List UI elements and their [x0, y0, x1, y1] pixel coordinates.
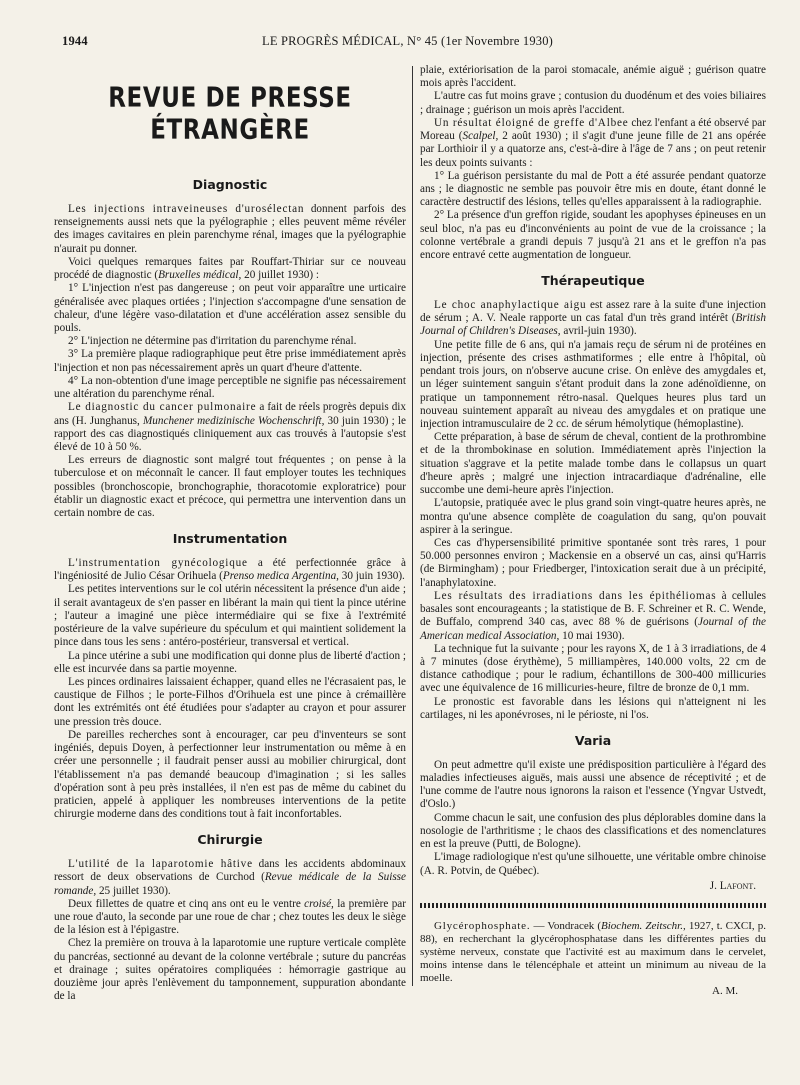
paragraph: 2° La présence d'un greffon rigide, soudant les apophyses épineuses en un seul bloc, n'a pas eu d'inconvénients au point de vue de la croissance ; la colonne vertébrale a grandi depuis 7 jusqu'à 21 ans et le greffon n'a pas encore entravé cette augmentation de longueur.: [420, 209, 766, 262]
glycerophosphate-note: [420, 920, 766, 998]
lead-phrase: L'utilité de la laparotomie hâtive: [68, 858, 253, 871]
paragraph: [54, 898, 406, 938]
paragraph: [54, 401, 406, 454]
paragraph: 2° L'injection ne détermine pas d'irritation du parenchyme rénal.: [68, 335, 357, 348]
citation: Journal of the American medical Association,: [420, 616, 766, 642]
paragraph: L'autopsie, pratiquée avec le plus grand soin vingt-quatre heures après, ne montra qu'une absence complète de coagulation du sang, qu'on pouvait aspirer à la seringue.: [420, 497, 766, 536]
paragraph-text: Deux fillettes de quatre et cinq ans ont eu le ventre: [68, 897, 305, 910]
citation: Prenso medica Argentina,: [222, 570, 339, 583]
paragraph: Les pinces ordinaires laissaient échapper, quand elles ne l'écrasaient pas, le caustique de Filhos ; le porte-Filhos d'Orihuela est une pince à crémaillère dont les extrémités ont été étudiées pour s'adapter au crayon et pour assurer une pression très douce.: [54, 675, 406, 728]
paragraph: 4° La non-obtention d'une image perceptible ne signifie pas nécessairement une altération du parenchyme rénal.: [54, 374, 406, 401]
paragraph: Cette préparation, à base de sérum de cheval, contient de la prothrombine et de la thrombokinase en solution. Immédiatement après l'injection la situation s'aggrave et la petite malade tombe dans le collapsus un quart d'heure après ; malgré une injection intracardiaque d'adrénaline, elle succombe une demi-heure après l'injection.: [420, 431, 766, 497]
paragraph-text: — Vondracek (: [530, 919, 602, 932]
page-number: 1944: [62, 34, 88, 48]
section-heading-instrumentation: Instrumentation: [172, 531, 288, 547]
paragraph-text: 20 juillet 1930) :: [241, 269, 320, 282]
paragraph-text: à cellules basales sont encourageants ; la statistique de B. F. Schreiner et R. C. Wende, de Buffalo, comprend 340 cas, avec 88 % de guérisons (: [420, 589, 767, 629]
lead-phrase: L'instrumentation gynécologique: [68, 557, 248, 569]
paragraph-text: chez l'enfant a été observé par Moreau (: [420, 116, 766, 143]
paragraph: 3° La première plaque radiographique peut être prise immédiatement après l'injection et non pas nécessairement après un quart d'heure d'attente.: [54, 348, 406, 374]
paragraph: L'autre cas fut moins grave ; contusion du duodénum et des voies biliaires ; drainage ; guérison un mois après l'accident.: [420, 90, 766, 116]
dotted-separator: [420, 903, 766, 908]
lead-phrase: Le choc anaphylactique aigu: [434, 299, 587, 312]
paragraph-text: donnent parfois des renseignements aussi nets que la pyélographie ; elles peuvent même révéler des images cavitaires en plein parenchyme rénal, images que la pyélographie n'aurait pu donner.: [54, 203, 406, 255]
paragraph: [420, 299, 766, 339]
paragraph: [54, 858, 406, 898]
emphasis: croisé,: [304, 897, 334, 910]
paragraph: [54, 256, 406, 282]
paragraph-text: Voici quelques remarques faites par Rouffart-Thiriar sur ce nouveau procédé de diagnostic (: [54, 255, 406, 282]
paragraph: [420, 590, 766, 643]
paragraph: [54, 203, 406, 256]
paragraph: De pareilles recherches sont à encourager, car peu d'inventeurs se sont ingéniés, depuis Doyen, à perfectionner leur instrumentation ou même à en créer une personnelle ; il faudrait penser aussi au mobilier chirurgical, dont l'établissement n'a pas demandé beaucoup d'imagination ; si les salles d'opération sont à peu près installées, il n'en est pas de même du cabinet du praticien, appelé à appliquer les nombreuses interventions de la petite chirurgie moderne dans des conditions tout à fait inconfortables.: [54, 728, 406, 821]
lead-phrase: Le diagnostic du cancer pulmonaire: [68, 401, 257, 414]
citation: Bruxelles médical,: [158, 269, 242, 282]
paragraph-text: a été perfectionnée grâce à l'ingéniosité de Julio César Orihuela (: [54, 557, 406, 583]
page-header: [62, 34, 770, 52]
paragraph: [420, 117, 766, 170]
section-heading-chirurgie: Chirurgie: [197, 832, 263, 848]
column-divider: [412, 66, 413, 986]
paragraph-text: 30 juin 1930) ; le rapport des cas diagnostiqués cliniquement aux cas trouvés à l'autopsie s'est élevé de 10 à 50 %.: [54, 414, 406, 453]
paragraph-text: 10 mai 1930).: [559, 629, 625, 642]
paragraph-text: avril-juin 1930).: [560, 325, 637, 338]
paragraph-text: 2 août 1930) ; il s'agit d'une jeune fille de 21 ans opérée par Lorthioir il y a quatorze ans, c'est-à-dire à l'âge de 7 ans ; on peut retenir les deux points suivants :: [420, 130, 766, 169]
paragraph: La pince utérine a subi une modification qui donne plus de liberté d'action ; elle est incurvée dans sa partie moyenne.: [54, 649, 406, 675]
author-initials: A. M.: [712, 984, 738, 997]
lead-phrase: Les injections intraveineuses d'urosélectan: [68, 203, 305, 215]
left-column: [54, 66, 406, 1004]
paragraph: 1° La guérison persistante du mal de Pott a été assurée pendant quatorze ans ; le diagnostic ne semble pas pouvoir être mis en doute, étant donné le caractère destructif des lésions, telles qu'elles apparaissent à la radiographie.: [420, 169, 766, 209]
paragraph: [54, 557, 406, 583]
paragraph-text: 30 juin 1930).: [338, 570, 405, 583]
paragraph: [420, 920, 766, 985]
citation: British Journal of Children's Diseases,: [420, 312, 766, 338]
right-column: [420, 64, 766, 998]
citation: Revue médicale de la Suisse romande,: [54, 871, 407, 897]
paragraph: Comme chacun le sait, une confusion des plus déplorables domine dans la nosologie de l'arthritisme ; le chaos des classifications et des nomenclatures en est la preuve (Putti, de Bologne).: [420, 811, 766, 851]
running-title: LE PROGRÈS MÉDICAL, N° 45 (1er Novembre 1930): [262, 34, 554, 48]
section-heading-therapeutique: Thérapeutique: [541, 273, 645, 289]
paragraph-text: la première par une roue d'auto, la seconde par une roue de char ; chez toutes les deux le siège de la lésion est à l'épigastre.: [54, 897, 406, 937]
citation: Scalpel,: [462, 130, 499, 143]
paragraph: Les erreurs de diagnostic sont malgré tout fréquentes ; on pense à la tuberculose et on méconnaît le cancer. Il faut employer toutes les techniques possibles (bronchoscopie, bronchographie, thoracotomie exploratrice) pour établir un diagnostic exact et précoce, qui permettra une intervention dans un certain nombre de cas.: [54, 454, 406, 520]
paragraph: Chez la première on trouva à la laparotomie une rupture verticale complète du pancréas, sectionné au devant de la colonne vertébrale ; suture du pancréas et drainage ; suites opératoires compliquées : hémorragie gastrique au douzième jour après l'enlèvement du tamponnement, suppuration abondante de la: [54, 937, 406, 1003]
paragraph-text: est assez rare à la suite d'une injection de sérum ; A. V. Neale rapporte un cas fatal d'un très grand intérêt (: [420, 299, 766, 325]
paragraph: 1° L'injection n'est pas dangereuse ; on peut voir apparaître une urticaire généralisée avec plaques ortiées ; l'injection s'accompagne d'une sensation de chaleur, d'une légère vaso-dilatation et d'une accélération assez sensible du pouls.: [54, 282, 406, 334]
paragraph: L'image radiologique n'est qu'une silhouette, une véritable ombre chinoise (A. R. Potvin, de Québec).: [420, 851, 766, 877]
paragraph-text: dans les accidents abdominaux ressort de deux observations de Curchod (: [54, 858, 406, 884]
paragraph: Les petites interventions sur le col utérin nécessitent la présence d'un aide ; il serait avantageux de s'en passer en libérant la main qui tient la pince utérine ; l'auteur a imaginé une pièce intermédiaire qui se fixe à l'extrémité postérieure de la valve supérieure du spéculum et qui maintient solidement la pince dans tous les sens : antéro-postérieur, transversal et vertical.: [54, 583, 406, 649]
section-heading-varia: Varia: [574, 733, 612, 749]
paragraph: La technique fut la suivante ; pour les rayons X, de 1 à 3 irradiations, de 4 à 7 minutes (dose érythème), 5 milliampères, 140.000 volts, 22 cm de distance cathodique ; pour le radium, échantillons de 300-400 millicuries avec une équivalence de 16 millicuries-heure, filtre de bronze de 0,1 mm.: [420, 642, 766, 695]
section-heading-diagnostic: Diagnostic: [192, 177, 268, 193]
paragraph: On peut admettre qu'il existe une prédisposition particulière à l'égard des maladies infectieuses aiguës, mais aussi une absence de réceptivité ; et de l'une comme de l'autre nous ignorons la raison et l'essence (Yngvar Ustvedt, d'Oslo.): [420, 758, 766, 811]
lead-phrase: Les résultats des irradiations dans les épithéliomas: [434, 589, 717, 602]
lead-phrase: Glycérophosphate.: [434, 919, 531, 932]
review-title: REVUE DE PRESSE ÉTRANGÈRE: [108, 83, 352, 146]
lead-phrase: Un résultat éloigné de greffe d'Albee: [434, 116, 629, 129]
paragraph: Le pronostic est favorable dans les lésions qui n'atteignent ni les cartilages, ni les aponévroses, ni le périoste, ni l'os.: [420, 695, 766, 721]
paragraph-text: 1927, t. CXCI, p. 88), en recherchant la glycérophosphatase dans les différentes parties du système nerveux, constate que l'activité est au maximum dans le cervelet, moins intense dans le télencéphale et atteint un minimum au niveau de la moelle.: [420, 919, 766, 984]
paragraph-text: a fait de réels progrès depuis dix ans (H. Junghanus,: [54, 401, 407, 427]
paragraph: Ces cas d'hypersensibilité primitive spontanée sont très rares, 1 pour 50.000 personnes environ ; Mackensie en a observé un cas, ainsi qu'Harris (de Birmingham) ; pour Friedberger, l'intoxication serait due à un précipité, l'anaphylatoxine.: [420, 536, 766, 589]
citation: Munchener medizinische Wochenschrift,: [142, 414, 325, 427]
paragraph-text: 25 juillet 1930).: [96, 884, 171, 897]
paragraph: plaie, extériorisation de la paroi stomacale, anémie aiguë ; guérison quatre mois après l'accident.: [420, 64, 766, 90]
paragraph: Une petite fille de 6 ans, qui n'a jamais reçu de sérum ni de protéines en injection, présente des crises asthmatiformes ; elle entre à l'hôpital, où pendant trois jours, on n'observe aucune crise. On enlève des amygdales et, un léger suintement sanguin s'étant produit dans la zone adénoïdienne, on pratique un tamponnement rétro-nasal. Quelques heures plus tard un nouveau suintement apparaît au niveau des amygdales et on pratique une injection intramusculaire de 2 cc. de sérum hémolytique (hémoplastine).: [420, 338, 766, 430]
author-signature: J. Lafont.: [709, 879, 756, 892]
citation: Biochem. Zeitschr.,: [601, 919, 686, 932]
